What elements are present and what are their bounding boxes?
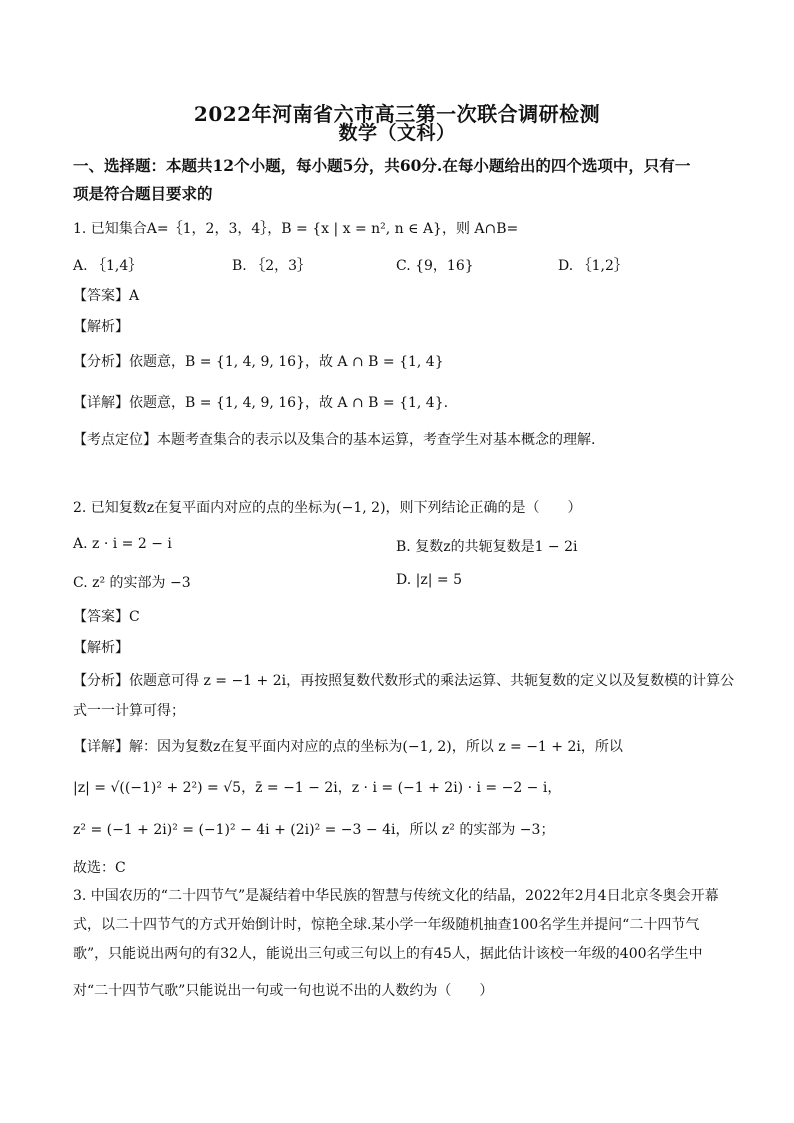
- q1-option-a: A. ｛1,4｝: [73, 258, 143, 274]
- q1-option-c: C. {9，16}: [396, 258, 474, 274]
- q2-analysis-label: 【解析】: [73, 640, 129, 656]
- q2-answer: 【答案】C: [73, 609, 140, 625]
- q2-option-b: B. 复数z的共轭复数是1 − 2i: [396, 539, 578, 555]
- section-heading-line-2: 项是符合题目要求的: [73, 184, 213, 203]
- q1-option-d: D. ｛1,2｝: [558, 258, 628, 274]
- q2-option-c: C. z² 的实部为 −3: [73, 575, 191, 591]
- q2-choose: 故选：C: [73, 860, 126, 876]
- q2-option-a: A. z · i = 2 − i: [73, 536, 172, 552]
- q2-xiangjie-line-3: z² = (−1 + 2i)² = (−1)² − 4i + (2i)² = −3 − 4i，所以 z² 的实部为 −3；: [73, 822, 555, 838]
- q2-option-d: D. |z| = 5: [396, 572, 462, 588]
- document-title: 2022年河南省六市高三第一次联合调研检测: [193, 102, 601, 126]
- q3-stem-line-3: 歌”，只能说出两句的有32人，能说出三句或三句以上的有45人，据此估计该校一年级的400名学生中: [73, 946, 703, 962]
- q1-xiangjie: 【详解】依题意，B = {1, 4, 9, 16}，故 A ∩ B = {1, 4}.: [73, 395, 449, 411]
- q3-stem-line-4: 对“二十四节气歌”只能说出一句或一句也说不出的人数约为（ ）: [73, 983, 494, 999]
- q2-fenxi-line-2: 式一一计算可得；: [73, 703, 185, 719]
- section-heading-line-1: 一、选择题：本题共12个小题，每小题5分，共60分.在每小题给出的四个选项中，只有一: [73, 156, 691, 175]
- q2-stem: 2. 已知复数z在复平面内对应的点的坐标为(−1, 2)，则下列结论正确的是（ ）: [73, 500, 582, 516]
- q2-xiangjie-line-2: |z| = √((−1)² + 2²) = √5，z̄ = −1 − 2i，z · i = (−1 + 2i) · i = −2 − i，: [73, 780, 562, 796]
- q1-stem: 1. 已知集合A=｛1，2，3，4｝，B = {x | x = n², n ∈ A}，则 A∩B=: [73, 221, 519, 237]
- q1-fenxi: 【分析】依题意，B = {1, 4, 9, 16}，故 A ∩ B = {1, 4}: [73, 354, 444, 370]
- q1-analysis-label: 【解析】: [73, 319, 129, 335]
- q1-option-b: B. ｛2，3｝: [232, 258, 312, 274]
- q1-kaodian: 【考点定位】本题考查集合的表示以及集合的基本运算，考查学生对基本概念的理解.: [73, 432, 596, 448]
- q1-answer: 【答案】A: [73, 288, 140, 304]
- q2-xiangjie-line-1: 【详解】解：因为复数z在复平面内对应的点的坐标为(−1, 2)，所以 z = −1 + 2i，所以: [73, 739, 623, 755]
- q2-fenxi-line-1: 【分析】依题意可得 z = −1 + 2i，再按照复数代数形式的乘法运算、共轭复数的定义以及复数模的计算公: [73, 673, 735, 689]
- document-subtitle: 数学（文科）: [338, 122, 456, 144]
- q3-stem-line-1: 3. 中国农历的“二十四节气”是凝结着中华民族的智慧与传统文化的结晶，2022年2月4日北京冬奥会开幕: [73, 888, 719, 904]
- q3-stem-line-2: 式，以二十四节气的方式开始倒计时，惊艳全球.某小学一年级随机抽查100名学生并提问“二十四节气: [73, 917, 700, 933]
